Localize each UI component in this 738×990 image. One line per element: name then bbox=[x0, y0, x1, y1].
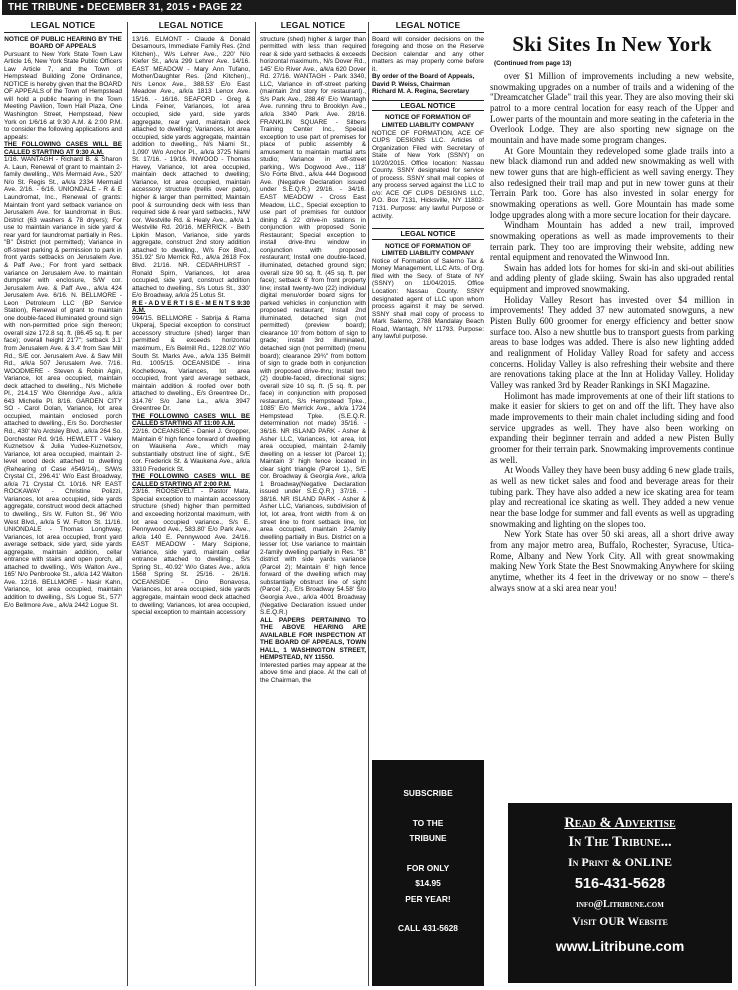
cases-called-heading: THE FOLLOWING CASES WILL BE CALLED STARTING AT 2:00 P.M. bbox=[132, 473, 250, 488]
ad-line: Visit OUR Website bbox=[572, 916, 668, 928]
ad-website-domain: Litribune.com bbox=[591, 938, 685, 954]
signature-line: By order of the Board of Appeals, bbox=[372, 73, 475, 81]
legal-notice-heading: LEGAL NOTICE bbox=[132, 22, 250, 33]
signature-secretary: Richard M. A. Regina, Secretary bbox=[372, 88, 470, 96]
readvertisements-heading: R E - A D V E R T I S E - M E N T S 9:30 A.M. bbox=[132, 299, 250, 315]
ad-website-prefix: www. bbox=[555, 938, 592, 954]
column-divider bbox=[255, 22, 256, 986]
article-paragraph: At Gore Mountain they redeveloped some glade trails into a new black diamond run and added new snowmaking as well with new tower guns that are high-efficient as well saving energy. They also redesigned their trail map and put in new tower guns at their Terrain Park too. Gore has also invested in solar energy for snowmaking operations as well. Gore Mountain has made some lodge upgrades along with a more secure location for their daycare. bbox=[490, 145, 734, 220]
cases-text: structure (shed) higher & larger than permitted with less than required rear & side yard setbacks & exceeds horizontal maximum., N/s Dover Rd., 145' E/o River Ave., a/k/a 620 Dover Rd. 27/16. WANTAGH - Park 3340, LLC, Variance in off-street parking (maintain 2nd story for restaurant)., S/s Park Ave., 288.46' E/o Wantagh Ave. running thru to Brooklyn Ave., a/k/a 3340 Park Ave. 28/16. FRANKLIN SQUARE - Silbers Training Center Inc., Special exception to use part of premises for place of public assembly & amusement to maintain martial arts studio; Variance in off-street parking., W/s Dogwood Ave., 118' S/o Forte Blvd., a/k/a 444 Dogwood Ave. (Negative Declaration issued under S.E.Q.R.) 29/16. - 34/16. EAST MEADOW - Cross East Meadow, LLC., Special exception to use part of premises for outdoor dining & 22 drive-in stations in conjunction with proposed Sonic Restaurant; Special exception to install drive-thru window in conjunction with proposed restaurant; Install one double-faced, illuminated, detached ground sign; overall size 90 sq. ft. (45 sq. ft. per face); setback 6' from front property line; install twenty-two (22) individual digital menu/order board signs for parked vehicles in conjunction with proposed restaurant; Install 2nd illuminated, detached sign (not permitted) (preview board); clearance 10' from bottom of sign to grade; install 3rd illuminated, detached sign (not permitted) (menu board); clearance 29¾" from bottom of sign to grade both in conjunction with proposed drive-thru; Install two (2) double-faced, directional signs; overall size 10 sq. ft. (5 sq. ft. per face) in conjunction with proposed restaurant., S/s Hempstead Tpke., 1085' E/o Merrick Ave., a/k/a 1724 Hempstead Tpke. (S.E.Q.R. determination not made) 35/16. - 36/16. NR ISLAND PARK - Asher & Asher LLC, Variances, lot area, lot area occupied, maintain 2-family dwelling on a lesser lot (Parcel 1); Maintain 3' high fence located in clear sight triangle (Parcel 1)., S/E cor. Broadway & Georgia Ave., a/k/a 1 Broadway(Negative Declaration issued under S.E.Q.R.) 37/16. - 38/16. NR ISLAND PARK - Asher & Asher LLC, Variances, subdivision of lot, lot area, front width from & on street line to front setback line, lot area occupied, maintain 2-family dwelling partially in Bus. District on a lesser lot; Use variance to maintain 2-family dwelling partially in Res. "B" district with side yards variance (Parcel 2); Maintain 6' high fence forward of the dwelling which may substantially obstruct line of sight (Parcel 2)., E/s Broadway 54.58' S/o Georgia Ave., a/k/a 4001 Broadway (Negative Declaration issued under S.E.Q.R.) bbox=[260, 35, 366, 617]
subscribe-line: TRIBUNE bbox=[409, 833, 447, 843]
ad-line: In The Tribune... bbox=[568, 834, 672, 850]
llc-notice-heading: NOTICE OF FORMATION OF LIMITED LIABILITY COMPANY bbox=[381, 242, 475, 258]
hearing-intro: Pursuant to New York State Town Law Article 16, New York State Public Officers Law Article 7, and the Town of Hempstead Building Zone Ordinance, NOTICE is hereby given that the BOARD OF APPEALS of the Town of Hempstead will hold a public hearing in the Town Meeting Pavilion, Town Hall Plaza, One Washington Street, Hempstead, New York on 1/6/16 at 9:30 A.M. & 2:00 P.M. to consider the following applications and appeals: bbox=[4, 50, 122, 141]
llc-notice-text: NOTICE OF FORMATION, ACE OF CUPS DESIGNS LLC. Articles of Organization Filed with Secretary of State of New York (SSNY) on 10/20/2015. Office location: Nassau County. SSNY designated for service of process. SSNY shall mail copies of any process served against the LLC to c/o: ACE OF CUPS DESIGNS LLC, P.O. Box 7131, Hicksville, NY 11802-7131. Purpose: any lawful Purpose or activity. bbox=[372, 129, 484, 220]
cases-text: 13/16. ELMONT - Claude & Donald Desamours, Immediate Family Res. (2nd Kitchen)., W/s Lehrer Ave., 220' N/o Kiefer St., a/k/a 299 Lehrer Ave. 14/16. EAST MEADOW - Mary Ann Tufano, Mother/Daughter Res. (2nd Kitchen)., N/s Lenox Ave., 388.53' E/o East Meadow Ave., a/k/a 1813 Lenox Ave. 15/16. - 16/16. SEAFORD - Greg & Linda Feiner, Variances, lot area occupied, side yard, side yards aggregate, rear yard, maintain deck attached to dwelling; Variances, lot area occupied, side yards aggregate, maintain addition to dwelling., N/s Niami St., 1,090' W/o Anchor Pl., a/k/a 3725 Niami St. 17/16. - 19/16. INWOOD - Thomas Havey, Variance, lot area occupied, maintain deck attached to dwelling; Variance, lot area occupied, maintain accessory structure (trellis over patio), higher & larger than permitted; Maintain pool & surrounding deck with less than required side & rear yard setbacks., N/W cor. Westville Rd. & Healy Ave., a/k/a 1 Westville Rd. 20/16. MERRICK - Beth Lipkin Mason, Variance, side yards aggregate, construct 2nd story addition attached to dwelling., W/s Fox Blvd., 351.92' S/o Merrick Rd., a/k/a 2618 Fox Blvd. 21/16. NR. CEDARHURST - Ronald Spirn, Variances, lot area occupied, side yard, construct addition attached to dwelling., S/s Lotus St., 330' E/o Broadway, a/k/a 25 Lotus St. bbox=[132, 35, 250, 300]
subscribe-line: PER YEAR! bbox=[405, 893, 451, 904]
article-body bbox=[490, 71, 734, 593]
cases-text: 22/16. OCEANSIDE - Daniel J. Gropper, Maintain 6' high fence forward of dwelling on Waukena Ave., which may substantially obstruct line of sight., S/E cor. Frederick St. & Waukena Ave., a/k/a 3310 Frederick St. bbox=[132, 427, 250, 473]
ad-line: In Print & ONLINE bbox=[567, 855, 673, 869]
continued-note: (Continued from page 13) bbox=[494, 60, 572, 67]
article-paragraph: Holiday Valley Resort has invested over $4 million in improvements! They added 37 new automated snowguns, a new Pisten Bully 600 groomer for energy efficiency and better snow surface too. Also a new shuttle bus to transport guests from parking areas to base lodges was added. There is also new lighting added and realignment of Holiday Valley Road for safety and access concerns. Holiday Valley is also refreshing their website and there are renovations taking place at the Inn at Holiday Valley. Holiday Valley was ranked 3rd by Reader Rankings in SKI Magazine. bbox=[490, 294, 734, 391]
article-paragraph: Swain has added lots for homes for ski-in and ski-out abilities and adding plenty of glade skiing. Swain has also upgraded rental equipment and improved snowmaking. bbox=[490, 262, 734, 295]
closing-text: Interested parties may appear at the above time and place. At the call of the Chairman, the bbox=[260, 661, 366, 685]
ad-line: Read & Advertise bbox=[564, 815, 676, 831]
subscribe-line: SUBSCRIBE bbox=[403, 788, 453, 798]
advertise-box bbox=[508, 803, 732, 983]
subscribe-line: FOR ONLY bbox=[406, 862, 450, 873]
legal-notice-heading: LEGAL NOTICE bbox=[260, 22, 366, 33]
cases-text: 994/15. BELLMORE - Sabrija & Rama Ukperaj, Special exception to construct accessory structure (shed) larger than permitted & exceeds horizontal maximum., E/s Belmill Rd., 1228.02' W/o South St. Marks Ave., a/k/a 135 Belmill Rd. 1005/15. OCEANSIDE - Irina Kochetkova, Variances, lot area occupied, front yard average setback, maintain addition & roofed over both attached to dwelling., E/s Greentree Dr., 314.76' S/o Jane La., a/k/a 3947 Greentree Dr. bbox=[132, 314, 250, 413]
legal-notice-heading: LEGAL NOTICE bbox=[372, 22, 484, 33]
all-papers-notice: ALL PAPERS PERTAINING TO THE ABOVE HEARING ARE AVAILABLE FOR INSPECTION AT THE BOARD OF APPEALS, TOWN HALL, 1 WASHINGTON STREET, HEMPSTEAD, NY 11550. bbox=[260, 616, 366, 662]
article-paragraph: Holimont has made improvements at one of their lift stations to make it easier for skiers to get on and off the lift. They have also made improvements to their main chalet including siding and food service upgrades as well. They have also been working on expanding their beginner terrain and added a new Pisten Bully groomer for their terrain park. Snowmaking improvements continue as well. bbox=[490, 390, 734, 465]
page-header: THE TRIBUNE • DECEMBER 31, 2015 • PAGE 22 bbox=[2, 0, 736, 15]
legal-column-4 bbox=[372, 22, 484, 756]
legal-notice-heading: LEGAL NOTICE bbox=[4, 22, 122, 33]
article-paragraph: Windham Mountain has added a new trail, improved snowmaking operations as well as made improvements to their terrain park. They too are improving their website, adding new rental equipment and renovated the Winwood Inn. bbox=[490, 220, 734, 263]
hearing-heading: NOTICE OF PUBLIC HEARING BY THE BOARD OF APPEALS bbox=[4, 35, 122, 51]
llc-notice-heading: NOTICE OF FORMATION OF LIMITED LIABILITY COMPANY bbox=[381, 114, 475, 130]
cases-text: 1/16. WANTAGH - Richard B. & Sharon A. Laun, Renewal of grant to maintain 2-family dwelling., W/s Mermaid Ave., 520' N/o St. Regis St., a/k/a 2334 Mermaid Ave. 2/16. - 6/16. UNIONDALE - R & E Laundromat, Inc., Renewal of grants: Maintain front yard setback variance on Jerusalem Ave. for laundromat in Bus. District (63 washers & 78 dryers); For use to maintain variance in side yard & rear yard for laundromat partially in Res. "B" District (not permitted); Variance in off-street parking & permission to park in front yards setbacks on Jerusalem Ave. & Paff Ave.; For front yard setback variance on Jerusalem Ave. to maintain dumpster with enclosure, S/W cor. Jerusalem Ave. & Paff Ave., a/k/a 424 Jerusalem Ave. 6/16. N. BELLMORE - Leon Petroleum LLC (BP Service Station), Renewal of grant to maintain one double-faced illuminated ground sign with non-permitted price sign thereon; overall size 172.8 sq. ft. (86.45 sq. ft. per face); overall height 21'7"; setback 3.1' from Jerusalem Ave. & 3.4' from Saw Mill Rd., S/E cor. Jerusalem Ave. & Saw Mill Rd., a/k/a 507 Jerusalem Ave. 7/16. WOODMERE - Steven & Robin Agin, Variance, lot area occupied, maintain deck attached to dwelling., N/s Michelle Pl., 214.15' W/o Glenridge Ave., a/k/a 643 Michelle Pl. 8/16. GARDEN CITY SO - Carol Dolan, Variance, lot area occupied, maintain enclosed porch attached to dwelling., E/s So. Dorchester Rd., 430' N/o Ardsley Blvd., a/k/a 264 So. Dorchester Rd. 9/16. HEWLETT - Valery Kuznetsov & Julia Yudee-Kuznetsov, Variance, lot area occupied, maintain 2-level wood deck attached to dwelling (Rehearing of Case #549/14)., S/W/s Crystal Ct., 296.41' W/o East Broadway, a/k/a 71 Crystal Ct. 10/16. NR EAST ROCKAWAY - Christine Polizzi, Variances, lot area occupied, side yards aggregate, construct wood deck attached to dwelling., S/s W. Fulton St., 96' W/o West Blvd., a/k/a 5 W. Fulton St. 11/16. UNIONDALE - Thomas Longhway, Variances, lot area occupied, front yard average setback, side yard, side yards aggregate, maintain addition, cellar entrance with stairs and open porch, all attached to dwelling., W/s Walton Ave., 165' N/o Penbrooke St., a/k/a 142 Walton Ave. 12/16. BELLMORE - Nasir Kahn, Variance, lot area occupied, maintain addition to dwelling., S/s Logue St., 577' E/o Bellmore Ave., a/k/a 2442 Logue St. bbox=[4, 156, 122, 609]
article-paragraph: New York State has over 50 ski areas, all a short drive away from any major metro area, Buffalo, Rochester, Syracuse, Utica-Rome, Albany and New York City. All with great snowmaking making New York State the Best Snowmaking Anywhere for skiing anytime, whether its 4 feet in the driveway or no snow – there's always snow at a ski area near you! bbox=[490, 529, 734, 593]
article-paragraph: over $1 Million of improvements including a new website, snowmaking upgrades on a number of trails and a widening of the "Dreamcatcher Glade" trail this year. They are also moving their ski patrol to a more central location for easy reach of the Upper and Lower parts of the mountain and more seating in the cafeteria in the Overlook Lodge. They are also sporting new signage on the mountain and have made some program changes. bbox=[490, 71, 734, 145]
subscribe-phone: CALL 431-5628 bbox=[398, 923, 458, 933]
ad-website bbox=[508, 938, 732, 954]
ad-phone: 516-431-5628 bbox=[574, 876, 666, 892]
legal-column-3 bbox=[260, 22, 366, 986]
cases-called-heading: THE FOLLOWING CASES WILL BE CALLED STARTING AT 9:30 A.M. bbox=[4, 141, 122, 156]
legal-column-1 bbox=[4, 22, 122, 986]
column-divider bbox=[127, 22, 128, 986]
column-divider bbox=[368, 22, 369, 986]
legal-notice-heading: LEGAL NOTICE bbox=[372, 228, 484, 240]
llc-notice-text: Notice of Formation of Salerno Tax & Money Management, LLC Arts. of Org. filed with the Secy. of State of NY (SSNY) on 11/04/2015. Office Location: Nassau County. SSNY designated agent of LLC upon whom process against it may be served. SSNY shall mail copy of process to Mark Salerno, 2788 Mandalay Beach Road, Wantagh, NY 11793. Purpose: any lawful purpose. bbox=[372, 257, 484, 341]
closing-text: Board will consider decisions on the foregoing and those on the Reserve Decision calendar and any other matters as may properly come before it. bbox=[372, 35, 484, 73]
cases-text: 23/16. ROOSEVELT - Pastor Mata, Special exception to maintain accessory structure (shed) higher than permitted and exceeding horizontal maximum, with lot area occupied variance., S/s E. Pennywood Ave., 583.80' E/o Park Ave., a/k/a 140 E. Pennywood Ave. 24/16. EAST MEADOW - Mary Scipione, Variance, side yard, maintain cellar entrance attached to dwelling., S/s Spring St., 40.92' W/o Gates Ave., a/k/a 1568 Spring St. 25/16. - 26/16. OCEANSIDE - Dino Bonavosa, Variances, lot area occupied, side yards aggregate, maintain wood deck attached to dwelling; Variances, lot area occupied, special exception to maintain accessory bbox=[132, 488, 250, 617]
article-title: Ski Sites In New York bbox=[512, 32, 712, 56]
article-paragraph: At Woods Valley they have been busy adding 6 new glade trails, as well as new ticket sales and food and beverage areas for their tubing park. They have also added a new ice skating area for team play and recreational ice skating as well. They added a new venue near the base lodge for summer and fall events as well as upgrading snowmaking and lighting on the slopes too. bbox=[490, 465, 734, 529]
ad-email: info@Litribune.com bbox=[576, 899, 664, 910]
subscribe-price: $14.95 bbox=[415, 878, 441, 888]
subscribe-line: TO THE bbox=[412, 817, 444, 828]
cases-called-heading: THE FOLLOWING CASES WILL BE CALLED STARTING AT 11:00 A.M. bbox=[132, 412, 250, 428]
subscribe-box bbox=[372, 760, 484, 986]
signature-chairman: David P. Weiss, Chairman bbox=[372, 80, 451, 88]
legal-column-2 bbox=[132, 22, 250, 986]
legal-notice-heading: LEGAL NOTICE bbox=[372, 100, 484, 112]
